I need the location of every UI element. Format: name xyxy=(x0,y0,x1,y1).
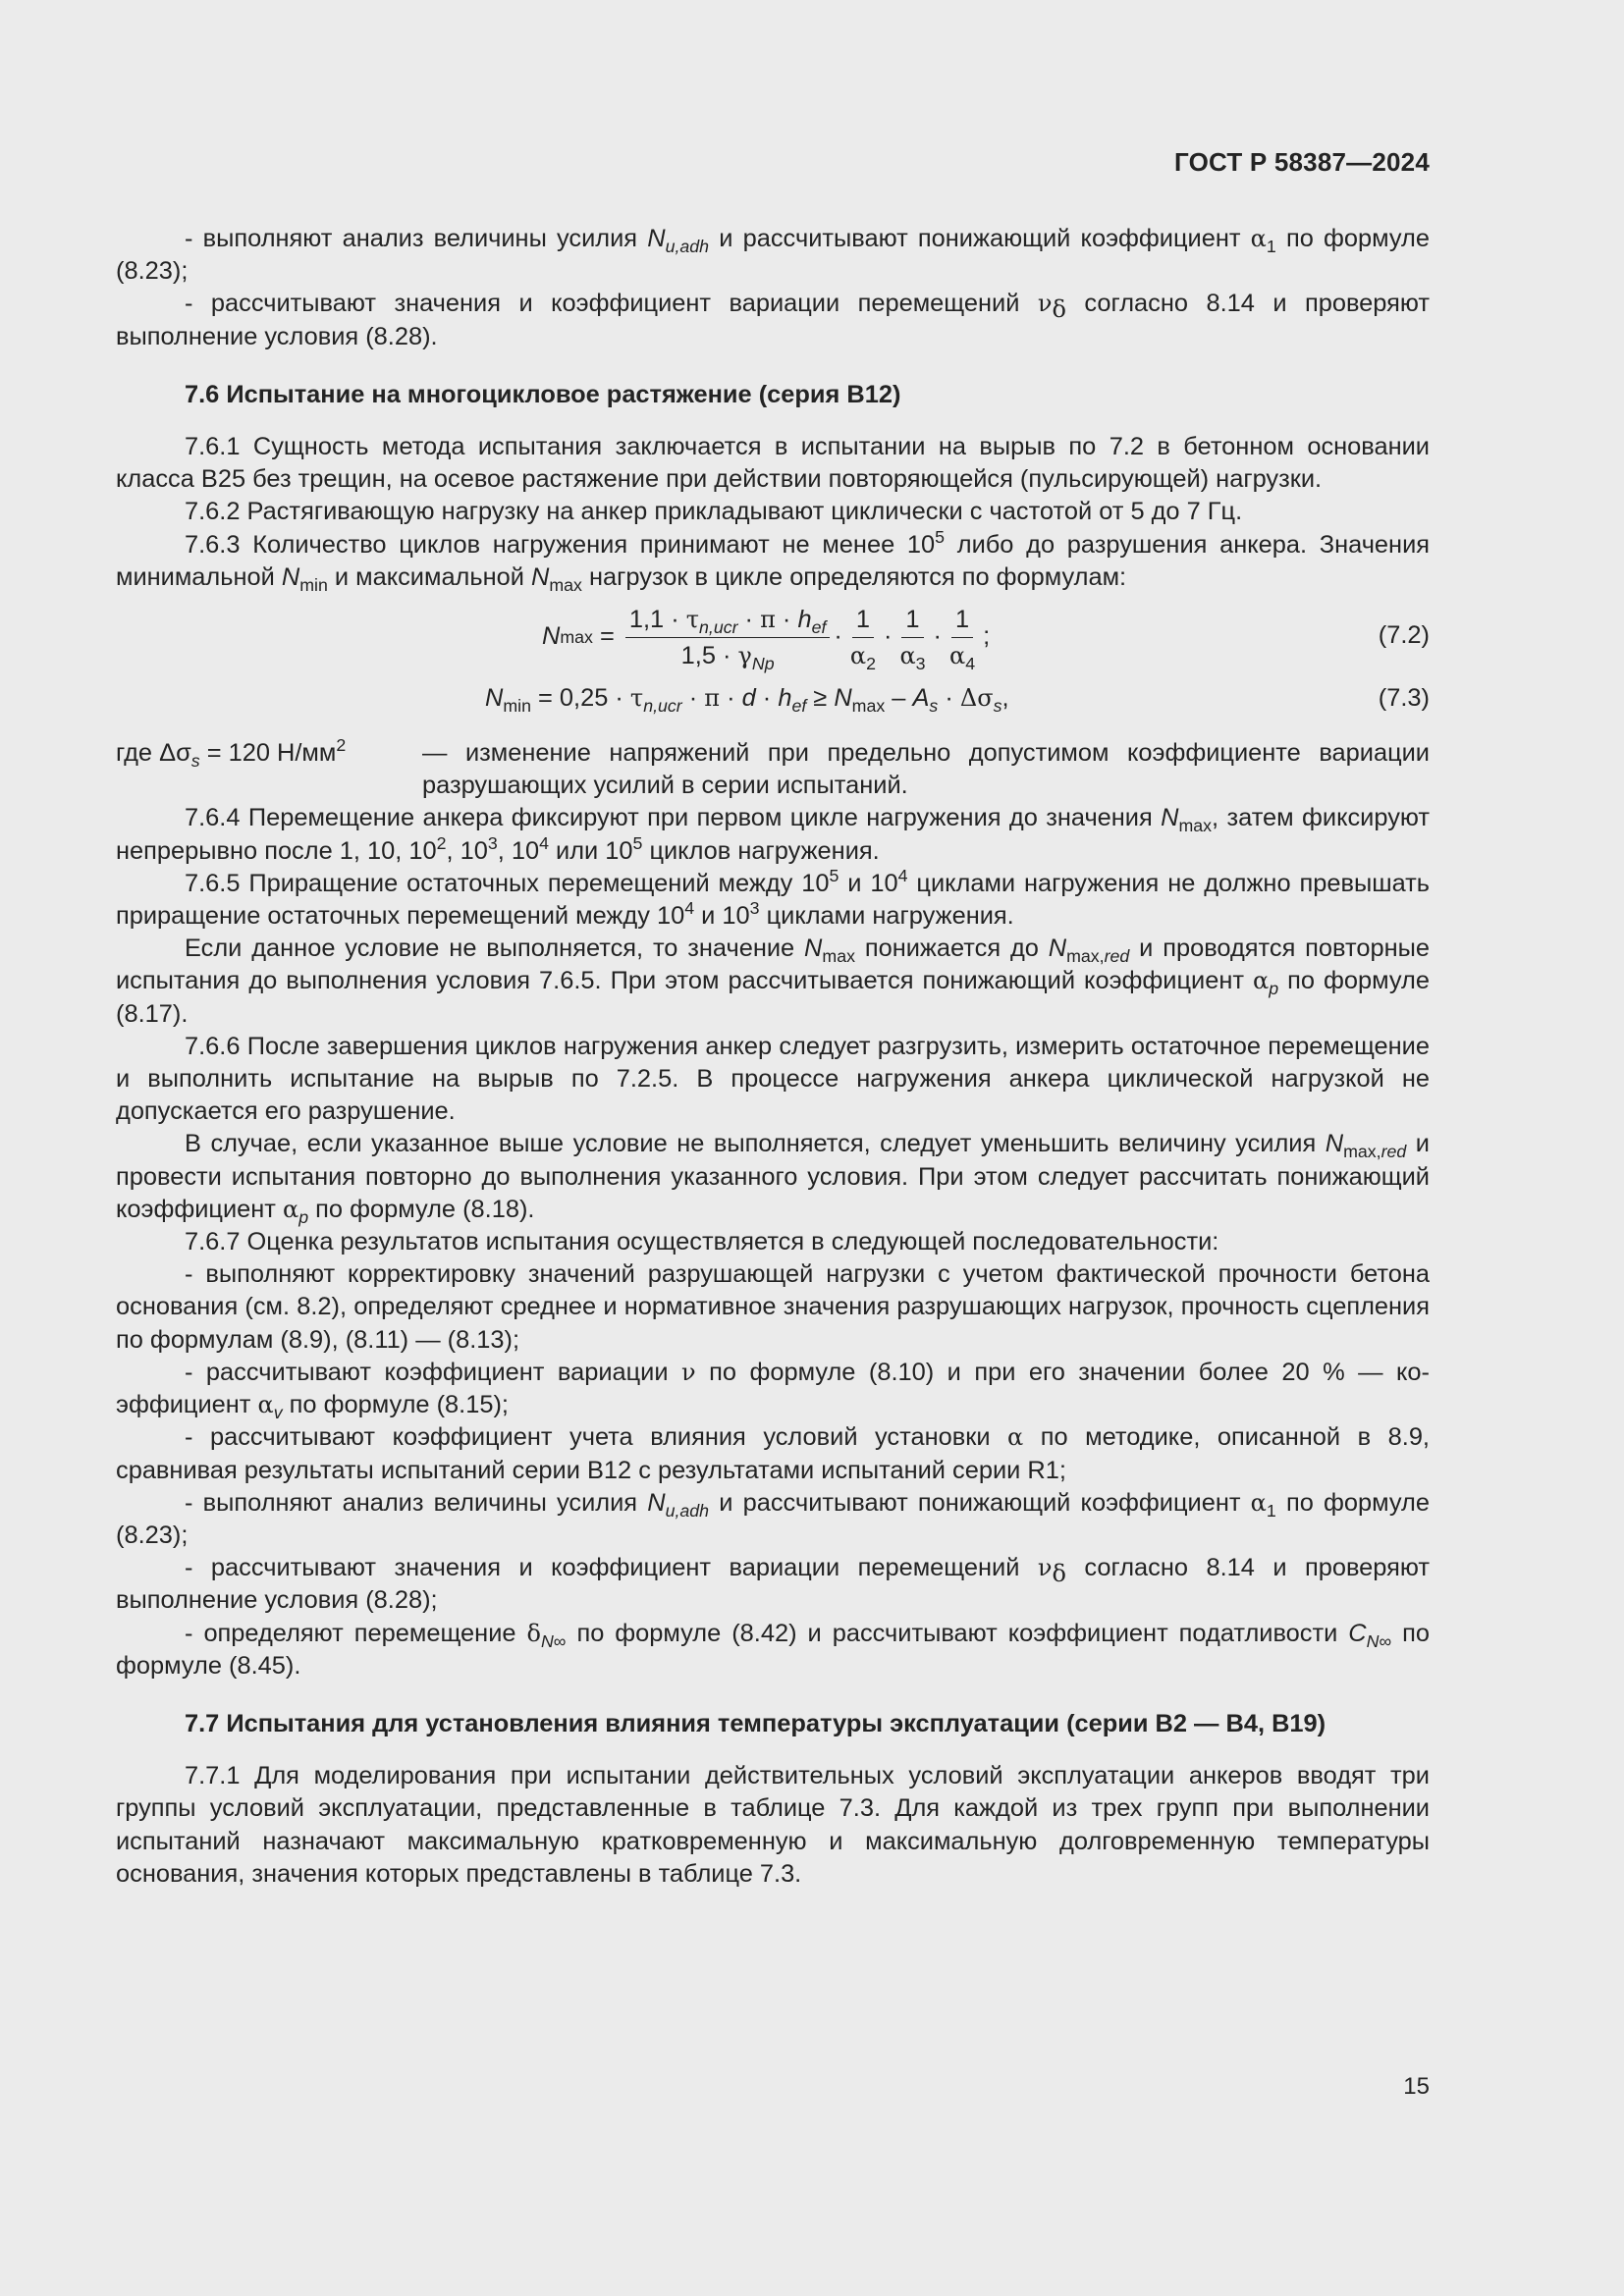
paragraph: 7.6.4 Перемещение анкера фиксируют при первом цикле нагружения до значения $N_{max}$, затем фиксируют непрерывно после 1, 10, $10^2$, $10^3$, $10^4$ или $10^5$ циклов нагружения. xyxy=(116,804,1430,865)
paragraph: - выполняют анализ величины усилия $N_{u,adh}$ и рассчитывают понижающий коэффициент $\alpha_1$ по формуле (8.23); xyxy=(116,225,1430,286)
list-item: - рассчитывают коэффициент вариации ν по формуле (8.10) и при его значении более 20 % — коэффициент $\alpha_v$ по формуле (8.15); xyxy=(116,1358,1430,1423)
equation-number: (7.2) xyxy=(1378,621,1430,650)
list-item: - рассчитывают коэффициент учета влияния условий установки α по методике, описанной в 8.9, сравнивая результаты испытаний серии В12 с результатами испытаний серии R1; xyxy=(116,1423,1430,1484)
list-item: - рассчитывают значения и коэффициент вариации перемещений $\nu_\delta$ согласно 8.14 и проверяют выполнение условия (8.28); xyxy=(116,1554,1430,1615)
section-heading-7-6: 7.6 Испытание на многоцикловое растяжение (серия В12) xyxy=(185,380,901,408)
formula-7-2: N max = $\frac{1,1 \cdot \tau_{n,ucr} \cdot \pi \cdot h_{ef}}{1,5 \cdot \gamma_{Np}}$ · $\frac{1}{\alpha_2}$ · $\frac{1}{\alpha_3}$ · $\frac{1}{\alpha_4}$ ; (7.2) xyxy=(542,605,1430,673)
page-number: 15 xyxy=(1403,2073,1430,2100)
list-item: - выполняют корректировку значений разрушающей нагрузки с учетом фактической прочности бетона основания (см. 8.2), определяют среднее и нормативное значения разрушающих нагрузок, прочность сцепления по формулам (8.9), (8.11) — (8.13); xyxy=(116,1260,1430,1354)
equation-number: (7.3) xyxy=(1378,684,1430,713)
list-item: - выполняют анализ величины усилия $N_{u,adh}$ и рассчитывают понижающий коэффициент $\alpha_1$ по формуле (8.23); xyxy=(116,1488,1430,1549)
paragraph: 7.6.2 Растягивающую нагрузку на анкер прикладывают циклически с частотой от 5 до 7 Гц. xyxy=(185,498,1243,526)
document-body xyxy=(116,223,1430,1891)
document-header: ГОСТ Р 58387—2024 xyxy=(1174,147,1430,177)
paragraph: 7.6.1 Сущность метода испытания заключается в испытании на вырыв по 7.2 в бетонном основании класса В25 без трещин, на осевое растяжение при действии повторяющейся (пульсирующей) нагрузки. xyxy=(116,433,1430,494)
paragraph: 7.6.5 Приращение остаточных перемещений между $10^5$ и $10^4$ циклами нагружения не должно превышать приращение остаточных перемещений между $10^4$ и $10^3$ циклами нагружения. xyxy=(116,865,1430,931)
paragraph: В случае, если указанное выше условие не выполняется, следует уменьшить величину усилия $N_{max,red}$ и провести испытания повторно до выполнения указанного условия. При этом следует рассчитать понижающий коэффициент $\alpha_p$ по формуле (8.18). xyxy=(116,1130,1430,1227)
where-clause: где $\Delta\sigma_s = 120$ $Н/мм^2$ — изменение напряжений при предельно допустимом коэффициенте вариации разрушающих усилий в серии испытаний. xyxy=(116,735,1430,800)
paragraph: 7.7.1 Для моделирования при испытании действительных условий эксплуатации анкеров вводят три группы условий эксплуатации, представленные в таблице 7.3. Для каждой из трех групп при выполнении испытаний назначают максимальную кратковременную и максимальную долговременную температуры основания, значения которых представлены в таблице 7.3. xyxy=(116,1762,1430,1888)
formula-7-3: $N_{min} = 0,25 \cdot \tau_{n,ucr} \cdot \pi \cdot d \cdot h_{ef} \ge N_{max} - A_s \cdot \Delta\sigma_s$, (7.3) xyxy=(485,684,1430,717)
paragraph: 7.6.3 Количество циклов нагружения принимают не менее $10^5$ либо до разрушения анкера. Значения минимальной $N_{min}$ и максимальной $N_{max}$ нагрузок в цикле определяются по формулам: xyxy=(116,526,1430,595)
section-heading-7-7: 7.7 Испытания для установления влияния температуры эксплуатации (серии В2 — В4, В19) xyxy=(185,1709,1326,1737)
paragraph: 7.6.7 Оценка результатов испытания осуществляется в следующей последовательности: xyxy=(185,1228,1219,1256)
paragraph: Если данное условие не выполняется, то значение $N_{max}$ понижается до $N_{max,red}$ и проводятся повторные испытания до выполнения условия 7.6.5. При этом рассчитывается понижающий коэффициент $\alpha_p$ по формуле (8.17). xyxy=(116,934,1430,1028)
paragraph: 7.6.6 После завершения циклов нагружения анкер следует разгрузить, измерить остаточное перемещение и выполнить испытание на вырыв по 7.2.5. В процессе нагружения анкера циклической нагрузкой не допускается его разрушение. xyxy=(116,1032,1430,1126)
list-item: - определяют перемещение $\delta_{N\infty}$ по формуле (8.42) и рассчитывают коэффициент податливости $C_{N\infty}$ по формуле (8.45). xyxy=(116,1619,1430,1680)
paragraph: - рассчитывают значения и коэффициент вариации перемещений $\nu_\delta$ согласно 8.14 и проверяют выполнение условия (8.28). xyxy=(116,290,1430,350)
